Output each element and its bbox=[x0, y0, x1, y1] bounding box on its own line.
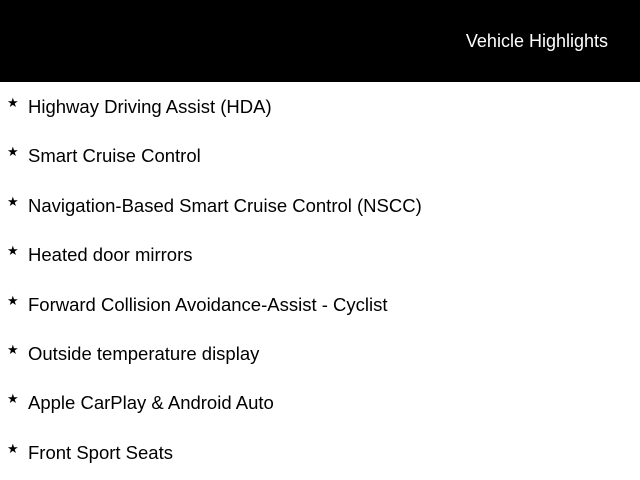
page-title: Vehicle Highlights bbox=[465, 31, 608, 51]
list-item-label: Front Sport Seats bbox=[28, 441, 173, 463]
star-icon: ★ bbox=[7, 292, 19, 308]
list-item bbox=[0, 378, 640, 427]
star-icon: ★ bbox=[7, 95, 19, 110]
star-icon: ★ bbox=[7, 193, 19, 209]
list-item bbox=[0, 230, 640, 279]
list-item-label: Outside temperature display bbox=[28, 342, 260, 364]
list-item-label: Heated door mirrors bbox=[28, 244, 193, 266]
list-item-label: Smart Cruise Control bbox=[28, 145, 201, 167]
list-item bbox=[0, 428, 640, 477]
list-item bbox=[0, 82, 640, 131]
list-item bbox=[0, 131, 640, 180]
header-bar bbox=[0, 0, 640, 82]
list-item bbox=[0, 181, 640, 230]
list-item bbox=[0, 329, 640, 378]
list-item-label: Forward Collision Avoidance-Assist - Cyclist bbox=[28, 293, 388, 315]
list-item-label: Apple CarPlay & Android Auto bbox=[28, 392, 274, 414]
star-icon: ★ bbox=[7, 391, 19, 407]
star-icon: ★ bbox=[7, 243, 19, 259]
list-item-label: Navigation-Based Smart Cruise Control (NSCC) bbox=[28, 194, 422, 216]
star-icon: ★ bbox=[7, 144, 19, 160]
list-item bbox=[0, 280, 640, 329]
star-icon: ★ bbox=[7, 341, 19, 357]
list-item-label: Highway Driving Assist (HDA) bbox=[28, 96, 272, 117]
star-icon: ★ bbox=[7, 440, 19, 456]
highlights-list bbox=[0, 82, 640, 477]
